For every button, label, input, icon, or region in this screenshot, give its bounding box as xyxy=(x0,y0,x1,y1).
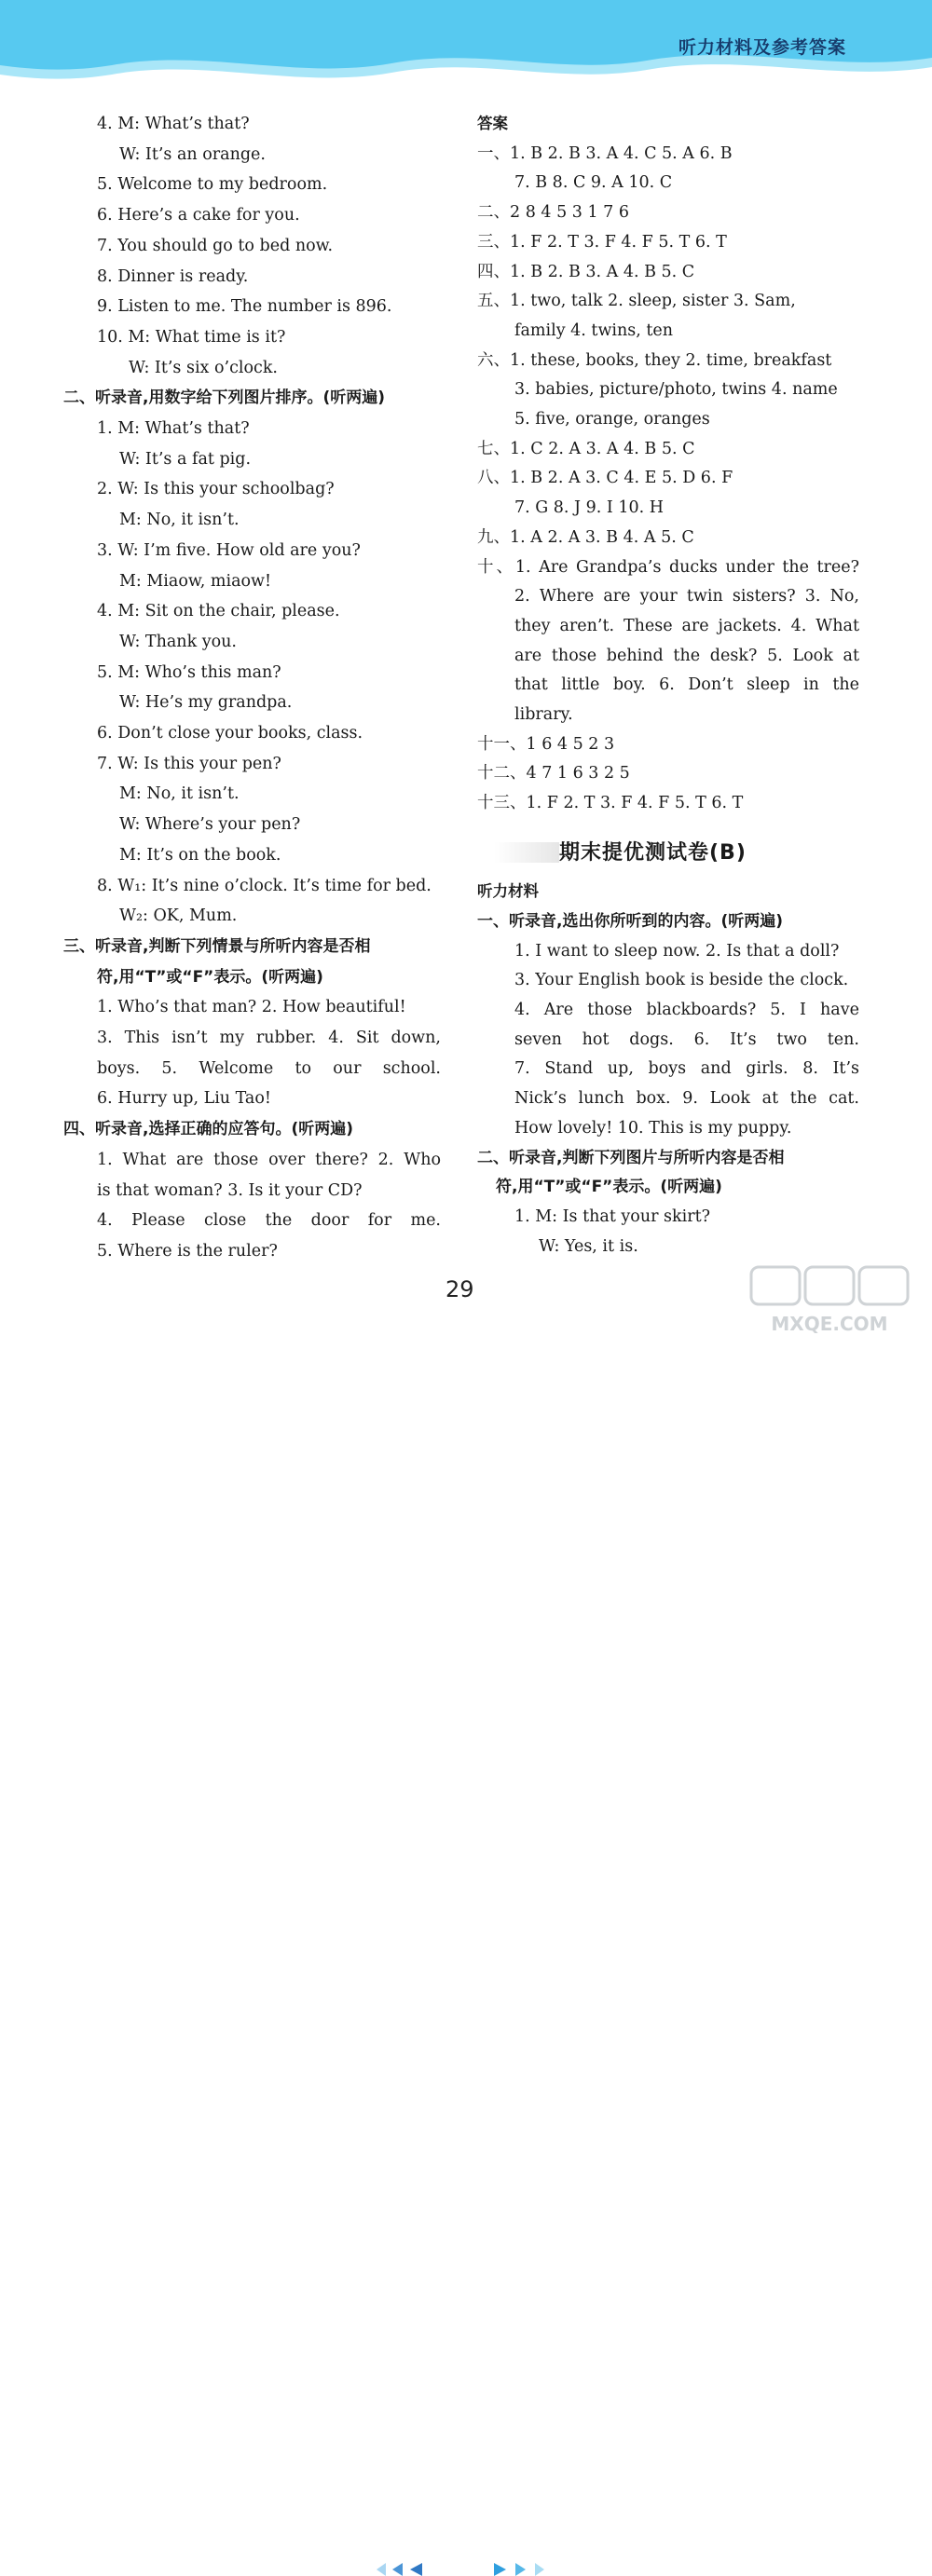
text-line: seven hot dogs. 6. It’s two ten. xyxy=(514,1029,859,1049)
text-line: 八、1. B 2. A 3. C 4. E 5. D 6. F xyxy=(477,469,733,488)
text-line: family 4. twins, ten xyxy=(514,320,674,340)
text-line: M: No, it isn’t. xyxy=(119,784,240,804)
text-line: 七、1. C 2. A 3. A 4. B 5. C xyxy=(477,439,695,458)
header-title: 听力材料及参考答案 xyxy=(678,37,846,58)
section-heading: 答案 xyxy=(477,115,508,132)
text-line: W: He’s my grandpa. xyxy=(119,693,293,713)
section-heading: 三、听录音,判断下列情景与所听内容是否相 xyxy=(63,936,371,956)
section-heading: 二、听录音,用数字给下列图片排序。(听两遍) xyxy=(63,388,385,408)
text-line: 4. Please close the door for me. xyxy=(97,1211,441,1231)
text-line: 九、1. A 2. A 3. B 4. A 5. C xyxy=(477,527,694,547)
text-line: 2. W: Is this your schoolbag? xyxy=(97,480,335,499)
text-line: Nick’s lunch box. 9. Look at the cat. xyxy=(514,1089,859,1109)
arrow-right-icon xyxy=(535,2563,544,2576)
text-line: M: Miaow, miaow! xyxy=(119,571,272,591)
arrow-left-icon xyxy=(377,2563,386,2576)
text-line: W: Thank you. xyxy=(119,632,237,651)
text-line: W: It’s an orange. xyxy=(119,144,266,164)
text-line: 五、1. two, talk 2. sleep, sister 3. Sam, xyxy=(477,292,796,311)
text-line: 1. M: Is that your skirt? xyxy=(514,1206,711,1226)
text-line: 5. M: Who’s this man? xyxy=(97,662,281,682)
text-line: they aren’t. These are jackets. 4. What xyxy=(514,616,859,635)
text-line: 8. W₁: It’s nine o’clock. It’s time for bed. xyxy=(97,876,432,895)
text-line: 6. Here’s a cake for you. xyxy=(97,206,300,225)
answer-stamp-icon xyxy=(746,1263,913,1338)
text-line: 1. I want to sleep now. 2. Is that a doll? xyxy=(514,941,840,961)
section-heading: 符,用“T”或“F”表示。(听两遍) xyxy=(496,1178,722,1197)
text-line: W₂: OK, Mum. xyxy=(119,906,238,926)
text-line: 一、1. B 2. B 3. A 4. C 5. A 6. B xyxy=(477,143,733,163)
text-line: 5. Welcome to my bedroom. xyxy=(97,175,328,195)
text-line: 3. Your English book is beside the clock. xyxy=(514,971,849,990)
text-line: 7. W: Is this your pen? xyxy=(97,754,281,773)
text-line: 4. M: Sit on the chair, please. xyxy=(97,602,340,621)
text-line: 二、2 8 4 5 3 1 7 6 xyxy=(477,203,630,223)
text-line: 1. What are those over there? 2. Who xyxy=(97,1150,441,1169)
text-line: W: Yes, it is. xyxy=(539,1236,638,1256)
text-line: M: It’s on the book. xyxy=(119,845,281,865)
text-line: W: It’s six o’clock. xyxy=(129,358,278,377)
text-line: 8. Dinner is ready. xyxy=(97,266,249,286)
text-line: 5. five, orange, oranges xyxy=(514,410,710,429)
text-line: 6. Don’t close your books, class. xyxy=(97,724,363,743)
text-line: How lovely! 10. This is my puppy. xyxy=(514,1118,792,1138)
text-line: 十二、4 7 1 6 3 2 5 xyxy=(477,764,630,784)
text-line: 十一、1 6 4 5 2 3 xyxy=(477,734,615,754)
text-line: 7. G 8. J 9. I 10. H xyxy=(514,498,665,518)
watermark-text: MXQE.COM xyxy=(771,1313,888,1335)
text-line: boys. 5. Welcome to our school. xyxy=(97,1058,441,1078)
section-heading: 一、听录音,选出你所听到的内容。(听两遍) xyxy=(477,911,783,931)
section-heading: 符,用“T”或“F”表示。(听两遍) xyxy=(97,967,323,987)
text-line: 4. Are those blackboards? 5. I have xyxy=(514,1001,859,1019)
text-line: 6. Hurry up, Liu Tao! xyxy=(97,1089,271,1109)
text-line: 十、1. Are Grandpa’s ducks under the tree? xyxy=(477,557,859,577)
text-line: 四、1. B 2. B 3. A 4. B 5. C xyxy=(477,262,695,281)
text-line: 7. B 8. C 9. A 10. C xyxy=(514,173,673,193)
text-line: 3. babies, picture/photo, twins 4. name xyxy=(514,380,838,400)
section-heading: 二、听录音,判断下列图片与所听内容是否相 xyxy=(477,1148,785,1167)
text-line: 9. Listen to me. The number is 896. xyxy=(97,297,392,317)
text-line: are those behind the desk? 5. Look at xyxy=(514,646,859,665)
exam-title-decor xyxy=(494,842,559,863)
page-number: 29 xyxy=(445,1276,474,1302)
arrow-right-icon xyxy=(494,2563,506,2576)
arrow-left-icon xyxy=(410,2563,422,2576)
text-line: 7. You should go to bed now. xyxy=(97,236,334,255)
text-line: 3. W: I’m five. How old are you? xyxy=(97,540,361,560)
text-line: 1. M: What’s that? xyxy=(97,419,250,438)
text-line: library. xyxy=(514,705,573,724)
text-line: 六、1. these, books, they 2. time, breakfast xyxy=(477,350,832,370)
section-heading: 听力材料 xyxy=(477,882,539,901)
text-line: 2. Where are your twin sisters? 3. No, xyxy=(514,587,859,607)
text-line: 5. Where is the ruler? xyxy=(97,1241,278,1261)
arrow-right-icon xyxy=(515,2563,526,2576)
text-line: 1. Who’s that man? 2. How beautiful! xyxy=(97,998,406,1017)
text-line: 10. M: What time is it? xyxy=(97,327,286,347)
arrow-left-icon xyxy=(392,2563,403,2576)
text-line: 十三、1. F 2. T 3. F 4. F 5. T 6. T xyxy=(477,794,744,813)
text-line: M: No, it isn’t. xyxy=(119,511,240,530)
text-line: W: Where’s your pen? xyxy=(119,815,301,835)
exam-title: 期末提优测试卷(B) xyxy=(559,841,747,865)
text-line: is that woman? 3. Is it your CD? xyxy=(97,1180,363,1200)
text-line: W: It’s a fat pig. xyxy=(119,449,252,469)
text-line: 3. This isn’t my rubber. 4. Sit down, xyxy=(97,1029,441,1047)
text-line: 三、1. F 2. T 3. F 4. F 5. T 6. T xyxy=(477,232,727,252)
section-heading: 四、听录音,选择正确的应答句。(听两遍) xyxy=(63,1120,353,1139)
text-line: that little boy. 6. Don’t sleep in the xyxy=(514,675,859,695)
text-line: 4. M: What’s that? xyxy=(97,115,250,133)
text-line: 7. Stand up, boys and girls. 8. It’s xyxy=(514,1059,859,1079)
